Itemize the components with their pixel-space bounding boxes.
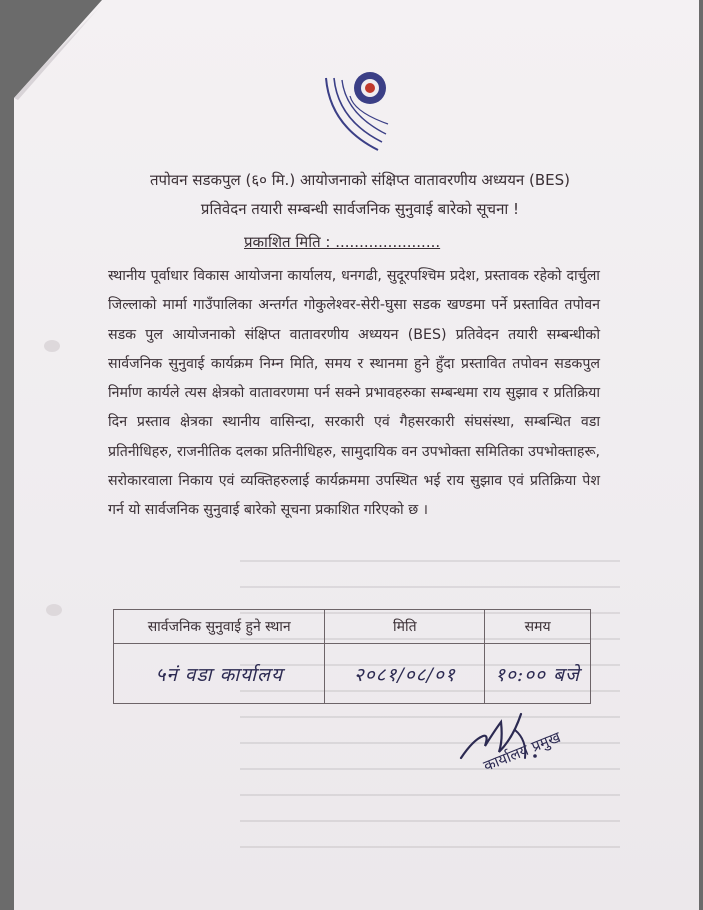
notice-title-line-1: तपोवन सडकपुल (६० मि.) आयोजनाको संक्षिप्त वातावरणीय अध्ययन (BES) xyxy=(149,171,571,189)
cell-time: १०:०० बजे xyxy=(485,644,591,704)
paper-speck xyxy=(46,604,62,616)
published-date-label: प्रकाशित मिति : ...................... xyxy=(244,233,441,251)
header-time: समय xyxy=(485,610,591,644)
office-seal-logo xyxy=(318,66,398,156)
notice-body: स्थानीय पूर्वाधार विकास आयोजना कार्यालय, धनगढी, सुदूरपश्चिम प्रदेश, प्रस्तावक रहेको दार्चुला जिल्लाको मार्मा गाउँपालिका अन्तर्गत गोकुलेश्वर-सेरी-घुसा सडक खण्डमा पर्ने प्रस्तावित तपोवन सडक पुल आयोजनाको संक्षिप्त वातावरणीय अध्ययन (BES) प्रतिवेदन तयारी सम्बन्धीको सार्वजनिक सुनुवाई कार्यक्रम निम्न मिति, समय र स्थानमा हुने हुँदा प्रस्तावित तपोवन सडकपुल निर्माण कार्यले त्यस क्षेत्रको वातावरणमा पर्न सक्ने प्रभावहरुका सम्बन्धमा राय सुझाव र प्रतिक्रिया दिन प्रस्ताव क्षेत्रका स्थानीय वासिन्दा, सरकारी एवं गैहसरकारी संघसंस्था, सम्बन्धित वडा प्रतिनीधिहरु, राजनीतिक दलका प्रतिनीधिहरु, सामुदायिक वन उपभोक्ता समितिका उपभोक्ताहरू, सरोकारवाला निकाय एवं व्यक्तिहरुलाई कार्यक्रममा उपस्थित भई राय सुझाव एवं प्रतिक्रिया पेश गर्न यो सार्वजनिक सुनुवाई बारेको सूचना प्रकाशित गरिएको छ । xyxy=(108,268,600,519)
table-row xyxy=(114,644,591,704)
bleed-through-text xyxy=(240,560,620,860)
hearing-schedule-table xyxy=(113,609,591,704)
cell-place: ५नं वडा कार्यालय xyxy=(114,644,325,704)
header-date: मिति xyxy=(325,610,485,644)
table-header-row xyxy=(114,610,591,644)
office-head-stamp: कार्यालय प्रमुख xyxy=(480,727,564,776)
cell-date: २०८१/०८/०१ xyxy=(325,644,485,704)
header-place: सार्वजनिक सुनुवाई हुने स्थान xyxy=(114,610,325,644)
notice-title-line-2: प्रतिवेदन तयारी सम्बन्धी सार्वजनिक सुनुवाई बारेको सूचना ! xyxy=(200,200,520,218)
paper-speck xyxy=(44,340,60,352)
